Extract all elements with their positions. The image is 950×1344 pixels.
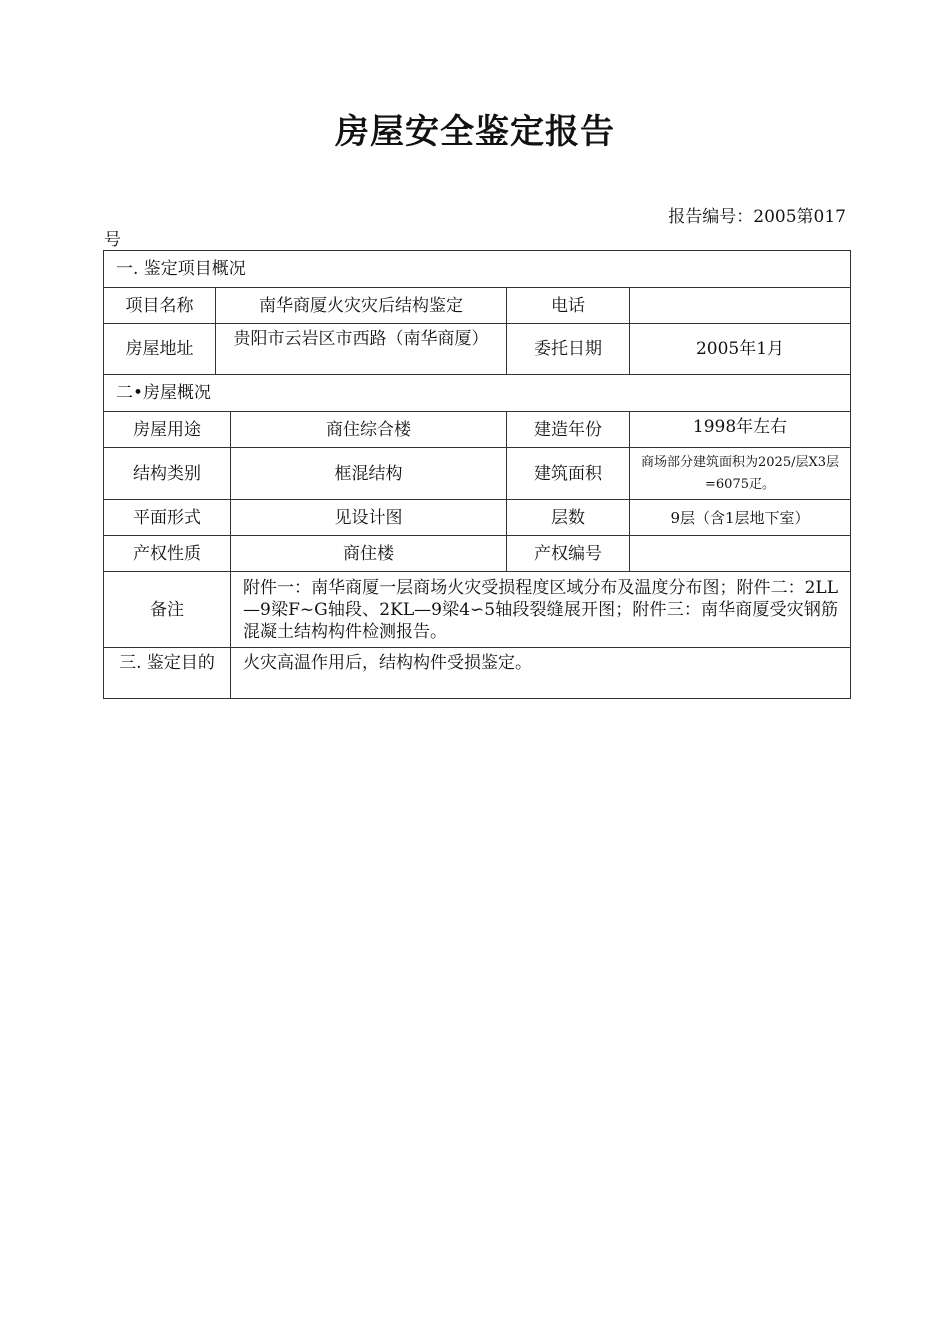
value-plan: 见设计图 — [231, 500, 507, 536]
section-row-project-overview — [104, 251, 851, 288]
report-title: 房屋安全鉴定报告 — [335, 112, 615, 152]
table-row — [104, 448, 851, 500]
label-address: 房屋地址 — [104, 324, 216, 375]
table-row — [104, 500, 851, 536]
appraisal-form-table — [103, 250, 851, 699]
report-number: 报告编号：2005第017 — [668, 207, 846, 227]
value-purpose: 火灾高温作用后，结构构件受损鉴定。 — [231, 648, 851, 699]
table-row — [104, 412, 851, 448]
value-remarks: 附件一：南华商厦一层商场火灾受损程度区域分布及温度分布图；附件二：2LL—9梁F~G轴段、2KL—9梁4∽5轴段裂缝展开图；附件三：南华商厦受灾钢筋混凝土结构构件检测报告。 — [231, 572, 851, 648]
section-heading-purpose: 三. 鉴定目的 — [104, 648, 231, 699]
value-build-year: 1998年左右 — [630, 412, 851, 448]
section-row-building-overview — [104, 375, 851, 412]
value-structure: 框混结构 — [231, 448, 507, 500]
section-heading-project-overview: 一. 鉴定项目概况 — [104, 251, 851, 288]
value-floors: 9层（含1层地下室） — [630, 500, 851, 536]
label-phone: 电话 — [507, 288, 630, 324]
label-project-name: 项目名称 — [104, 288, 216, 324]
table-row — [104, 572, 851, 648]
label-remarks: 备注 — [104, 572, 231, 648]
label-property-no: 产权编号 — [507, 536, 630, 572]
label-plan: 平面形式 — [104, 500, 231, 536]
section-heading-building-overview: 二•房屋概况 — [104, 375, 851, 412]
value-property-no — [630, 536, 851, 572]
value-usage: 商住综合楼 — [231, 412, 507, 448]
label-usage: 房屋用途 — [104, 412, 231, 448]
label-area: 建筑面积 — [507, 448, 630, 500]
label-floors: 层数 — [507, 500, 630, 536]
table-row — [104, 648, 851, 699]
table-row — [104, 324, 851, 375]
label-commission-date: 委托日期 — [507, 324, 630, 375]
value-phone — [630, 288, 851, 324]
value-project-name: 南华商厦火灾灾后结构鉴定 — [216, 288, 507, 324]
table-row — [104, 536, 851, 572]
value-commission-date: 2005年1月 — [630, 324, 851, 375]
value-address: 贵阳市云岩区市西路（南华商厦） — [216, 324, 507, 375]
label-build-year: 建造年份 — [507, 412, 630, 448]
value-property: 商住楼 — [231, 536, 507, 572]
label-property: 产权性质 — [104, 536, 231, 572]
report-number-suffix: 号 — [104, 230, 121, 250]
table-row — [104, 288, 851, 324]
value-area: 商场部分建筑面积为2025/层X3层=6075疋。 — [630, 448, 851, 500]
label-structure: 结构类别 — [104, 448, 231, 500]
